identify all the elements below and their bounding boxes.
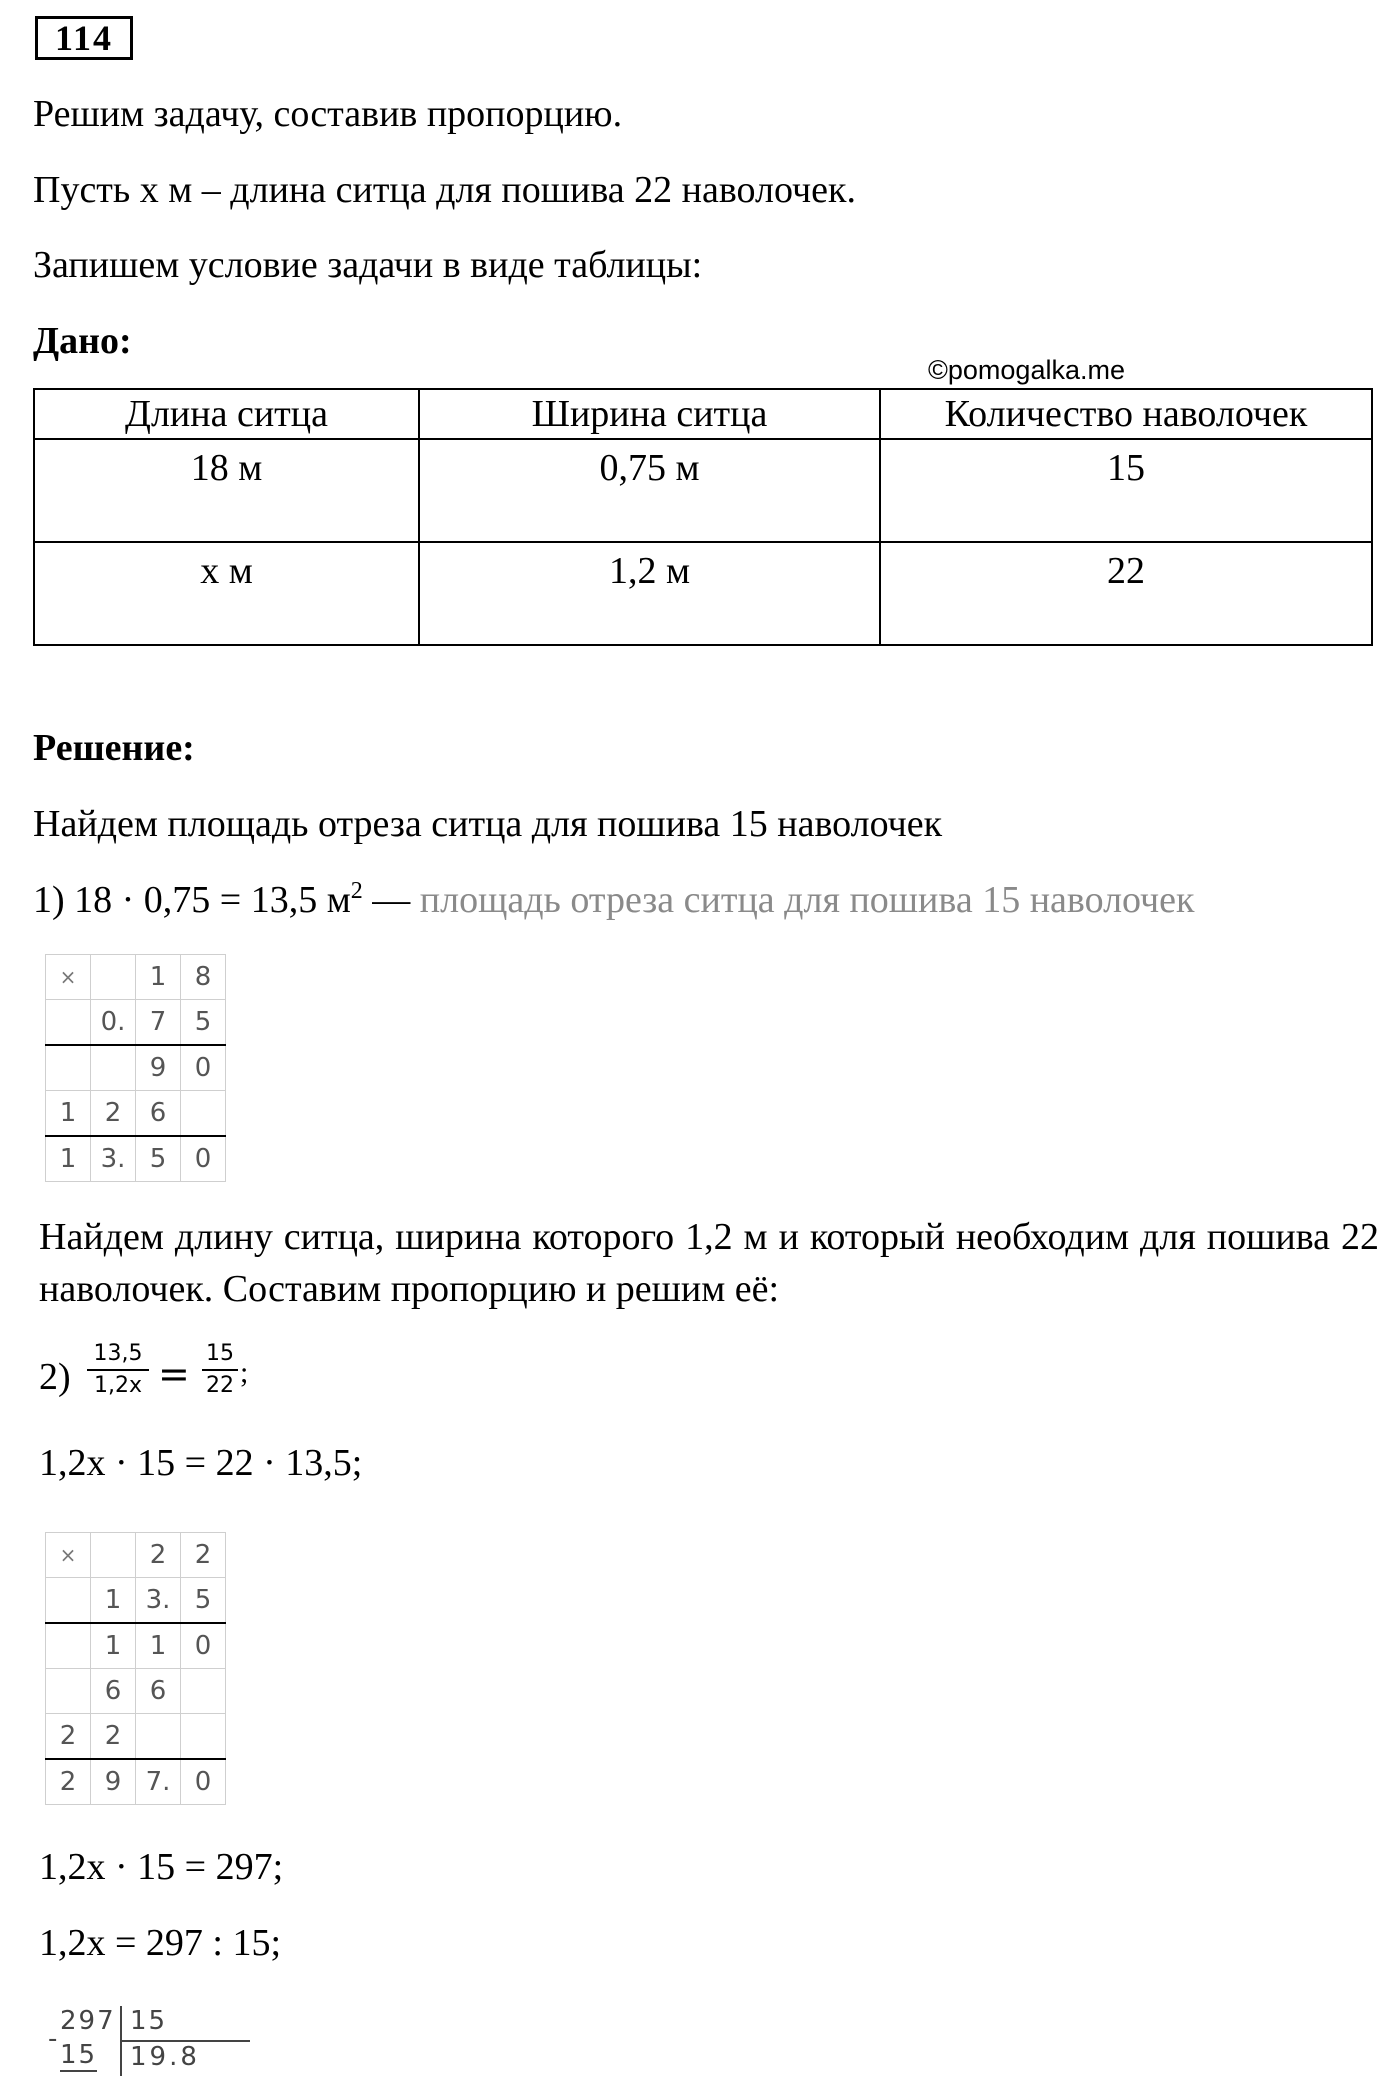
fraction-1-numerator: 13,5 [93,1341,143,1366]
fraction-1 [87,1339,149,1401]
equals-sign: = [158,1352,190,1396]
fraction-2 [202,1339,238,1401]
grid-cell: 8 [181,955,226,1000]
grid-cell [46,1669,91,1714]
grid-cell: 5 [136,1136,181,1182]
equation-1: 1,2x · 15 = 22 · 13,5; [39,1442,363,1484]
table-header-cell: Длина ситца [34,389,419,439]
grid-cell: 5 [181,1000,226,1046]
grid-cell: 1 [46,1091,91,1137]
grid-cell [46,1578,91,1624]
grid-cell: 3. [91,1136,136,1182]
grid-row [46,1533,226,1578]
grid-cell: 2 [91,1714,136,1760]
grid-cell: 0 [181,1623,226,1669]
step1-exponent: 2 [350,878,363,904]
table-cell: 22 [880,542,1372,645]
fraction-end: ; [240,1356,249,1389]
grid-cell [181,1091,226,1137]
table-cell: 0,75 м [419,439,880,542]
grid-row [46,1623,226,1669]
grid-cell: 1 [136,1623,181,1669]
grid-row [46,1759,226,1805]
step1-line [33,877,1195,923]
grid-row [46,1714,226,1760]
grid-cell: 0. [91,1000,136,1046]
table-header-row [34,389,1372,439]
step1-comment: площадь отреза ситца для пошива 15 наволочек [419,879,1195,921]
equation-2: 1,2x · 15 = 297; [39,1846,284,1888]
grid-cell: 0 [181,1759,226,1805]
grid-cell: 2 [91,1091,136,1137]
multiply-sign: × [46,1533,91,1578]
grid-cell: 9 [136,1045,181,1091]
grid-cell: 1 [46,1136,91,1182]
grid-cell [136,1714,181,1760]
grid-row [46,1091,226,1137]
grid-cell: 2 [46,1759,91,1805]
grid-cell: 0 [181,1136,226,1182]
division-quotient: 19.8 [130,2042,200,2072]
step2-label: 2) [39,1356,71,1398]
grid-cell: 1 [91,1623,136,1669]
step1-dash: — [362,879,420,921]
grid-row [46,955,226,1000]
division-divisor: 15 [130,2006,168,2036]
grid-row [46,1000,226,1046]
grid-row [46,1136,226,1182]
grid-cell: 6 [136,1669,181,1714]
grid-cell [181,1669,226,1714]
step1-expression: 1) 18 · 0,75 = 13,5 м [33,879,351,921]
grid-cell [91,1533,136,1578]
task-number: 114 [35,16,133,60]
grid-cell: 7 [136,1000,181,1046]
division-subtract: 15 [60,2040,98,2070]
table-cell: 1,2 м [419,542,880,645]
intro-line-3: Запишем условие задачи в виде таблицы: [33,244,703,286]
grid-cell: 2 [136,1533,181,1578]
grid-cell [91,955,136,1000]
table-row [34,439,1372,542]
table-cell: x м [34,542,419,645]
intro-line-1: Решим задачу, составив пропорцию. [33,93,623,135]
grid-cell [46,1000,91,1046]
grid-row [46,1669,226,1714]
grid-cell: 5 [181,1578,226,1624]
multiplication-grid-1 [45,954,226,1182]
watermark: ©pomogalka.me [928,355,1125,385]
division-dividend: 297 [60,2006,116,2036]
grid-cell: 9 [91,1759,136,1805]
equation-3: 1,2x = 297 : 15; [39,1922,282,1964]
solution-heading: Решение: [33,727,195,769]
fraction-1-denominator: 1,2x [87,1369,149,1401]
table-row [34,542,1372,645]
grid-cell [46,1623,91,1669]
grid-cell: 2 [181,1533,226,1578]
table-header-cell: Количество наволочек [880,389,1372,439]
grid-row [46,1045,226,1091]
grid-cell: 3. [136,1578,181,1624]
table-header-cell: Ширина ситца [419,389,880,439]
grid-cell: 6 [136,1091,181,1137]
grid-cell: 2 [46,1714,91,1760]
step1-intro: Найдем площадь отреза ситца для пошива 15 наволочек [33,803,943,845]
grid-cell: 6 [91,1669,136,1714]
given-table [33,388,1373,646]
grid-cell: 0 [181,1045,226,1091]
division-minus: - [48,2024,58,2054]
step2-intro: Найдем длину ситца, ширина которого 1,2 м и который необходим для пошива 22 наволочек. Составим пропорцию и решим её: [39,1216,1379,1310]
intro-line-2: Пусть x м – длина ситца для пошива 22 наволочек. [33,169,856,211]
grid-cell [46,1045,91,1091]
table-cell: 18 м [34,439,419,542]
grid-cell: 1 [136,955,181,1000]
multiplication-grid-2 [45,1532,226,1805]
grid-row [46,1578,226,1624]
grid-cell [91,1045,136,1091]
fraction-2-denominator: 22 [202,1369,238,1401]
grid-cell [181,1714,226,1760]
multiply-sign: × [46,955,91,1000]
table-cell: 15 [880,439,1372,542]
grid-cell: 7. [136,1759,181,1805]
grid-cell: 1 [91,1578,136,1624]
given-heading: Дано: [33,320,132,362]
fraction-2-numerator: 15 [206,1341,234,1366]
